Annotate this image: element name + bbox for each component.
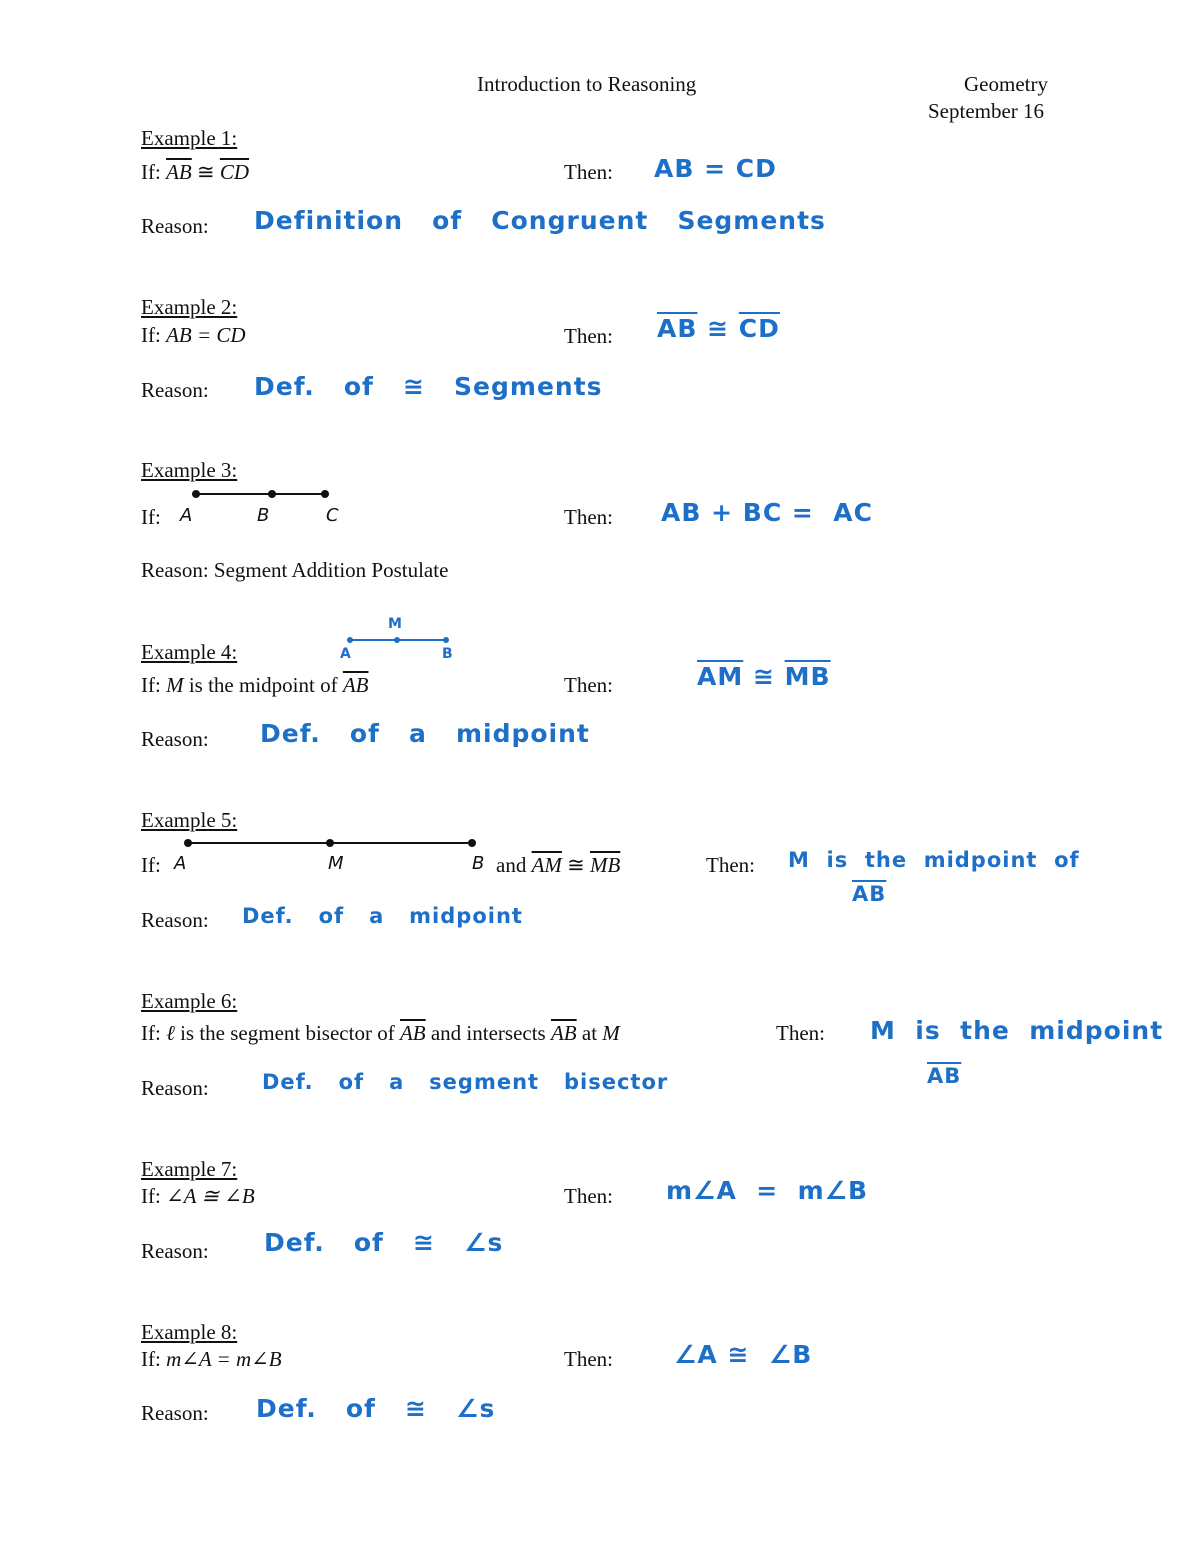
example-4-if [141, 673, 368, 698]
example-5-heading: Example 5: [141, 808, 238, 832]
example-6-reason-label: Reason: [141, 1076, 209, 1100]
if-label: If: [141, 1184, 161, 1208]
point-m: M [602, 1021, 620, 1045]
example-5-reason-label: Reason: [141, 908, 209, 932]
point-label-a: A [174, 853, 187, 874]
point-label-b: B [257, 505, 270, 526]
congruent-symbol: ≅ [567, 853, 585, 877]
example-3-then-answer: AB + BC = AC [661, 498, 873, 527]
if-label: If: [141, 1347, 161, 1371]
bisector-phrase: is the segment bisector of [180, 1021, 395, 1045]
example-6-reason-answer: Def. of a segment bisector [262, 1070, 669, 1094]
segment-ab: $\overline{AB}$ [550, 1021, 577, 1045]
if-label: If: [141, 1021, 161, 1045]
example-6-if [141, 1021, 620, 1046]
example-8-reason-label: Reason: [141, 1401, 209, 1425]
example-5-then-answer: M is the midpoint of [788, 848, 1080, 872]
page-title: Introduction to Reasoning [477, 72, 697, 96]
example-5-reason-answer: Def. of a midpoint [242, 904, 523, 928]
line-symbol: ℓ [166, 1021, 175, 1045]
example-7-reason-answer: Def. of ≅ ∠s [264, 1228, 504, 1257]
example-5-if-label: If: [141, 853, 161, 877]
example-3-if-label: If: [141, 505, 161, 529]
example-5-then-segment: $\overline{AB}$ [852, 882, 887, 906]
example-7-then-answer: m∠A = m∠B [666, 1176, 869, 1205]
subject-label: Geometry [964, 72, 1048, 96]
example-5-then-label: Then: [706, 853, 755, 877]
example-7-if [141, 1184, 255, 1209]
example-1-then-answer: AB = CD [654, 154, 777, 183]
example-7-heading: Example 7: [141, 1157, 238, 1181]
example-1-if [141, 160, 249, 185]
example-7-reason-label: Reason: [141, 1239, 209, 1263]
and-word: and [496, 853, 527, 877]
example-6-then-segment: $\overline{AB}$ [927, 1064, 962, 1088]
sketch-label-b: B [442, 646, 454, 662]
segment-ab: $\overline{AB}$ [342, 673, 369, 697]
example-8-if [141, 1347, 282, 1372]
segment-am: $\overline{AM}$ [531, 853, 562, 877]
segment-mb: $\overline{MB}$ [590, 853, 621, 877]
example-2-reason-label: Reason: [141, 378, 209, 402]
example-4-then-label: Then: [564, 673, 613, 697]
point-m: M [166, 673, 184, 697]
segment-ab: $\overline{AB}$ [399, 1021, 426, 1045]
sketch-label-a: A [340, 646, 352, 662]
segment-am: $\overline{AM}$ [697, 662, 744, 691]
segment-ab: $\overline{AB}$ [657, 314, 698, 343]
example-1-then-label: Then: [564, 160, 613, 184]
point-label-a: A [180, 505, 193, 526]
date-label: September 16 [928, 99, 1045, 123]
sketch-label-m: M [388, 616, 403, 632]
congruent-symbol: ≅ [752, 662, 775, 691]
if-label: If: [141, 673, 161, 697]
intersects-phrase: and intersects [430, 1021, 546, 1045]
segment-cd: $\overline{CD}$ [219, 160, 250, 184]
example-6-then-answer: M is the midpoint [870, 1016, 1164, 1045]
point-label-c: C [326, 505, 339, 526]
example-2-if [141, 323, 246, 348]
example-6-heading: Example 6: [141, 989, 238, 1013]
example-8-reason-answer: Def. of ≅ ∠s [256, 1394, 496, 1423]
if-label: If: [141, 323, 161, 347]
congruent-symbol: ≅ [196, 160, 215, 184]
example-2-heading: Example 2: [141, 295, 238, 319]
midpoint-phrase: is the midpoint of [188, 673, 338, 697]
example-6-then-label: Then: [776, 1021, 825, 1045]
if-label: If: [141, 160, 161, 184]
example-2-given: AB = CD [166, 323, 246, 347]
point-label-b: B [472, 853, 485, 874]
at-word: at [581, 1021, 598, 1045]
example-8-then-label: Then: [564, 1347, 613, 1371]
point-label-m: M [328, 853, 344, 874]
example-7-then-label: Then: [564, 1184, 613, 1208]
example-5-given [496, 853, 620, 878]
example-2-reason-answer: Def. of ≅ Segments [254, 372, 603, 401]
example-8-heading: Example 8: [141, 1320, 238, 1344]
example-4-heading: Example 4: [141, 640, 238, 664]
example-2-then-answer [657, 314, 780, 343]
example-2-then-label: Then: [564, 324, 613, 348]
segment-mb: $\overline{MB}$ [784, 662, 831, 691]
example-7-given: ∠A ≅ ∠B [166, 1184, 255, 1208]
example-1-heading: Example 1: [141, 126, 238, 150]
example-3-heading: Example 3: [141, 458, 238, 482]
segment-cd: $\overline{CD}$ [738, 314, 780, 343]
segment-amb-diagram [0, 0, 1, 1]
example-1-reason-answer: Definition of Congruent Segments [254, 206, 826, 235]
example-4-reason-answer: Def. of a midpoint [260, 719, 590, 748]
example-8-given: m∠A = m∠B [166, 1347, 282, 1371]
example-4-then-answer [697, 662, 831, 691]
example-1-reason-label: Reason: [141, 214, 209, 238]
segment-ab: $\overline{AB}$ [166, 160, 192, 184]
example-8-then-answer: ∠A ≅ ∠B [674, 1340, 813, 1369]
example-4-reason-label: Reason: [141, 727, 209, 751]
example-3-then-label: Then: [564, 505, 613, 529]
example-3-reason: Reason: Segment Addition Postulate [141, 558, 449, 582]
congruent-symbol: ≅ [707, 314, 730, 343]
